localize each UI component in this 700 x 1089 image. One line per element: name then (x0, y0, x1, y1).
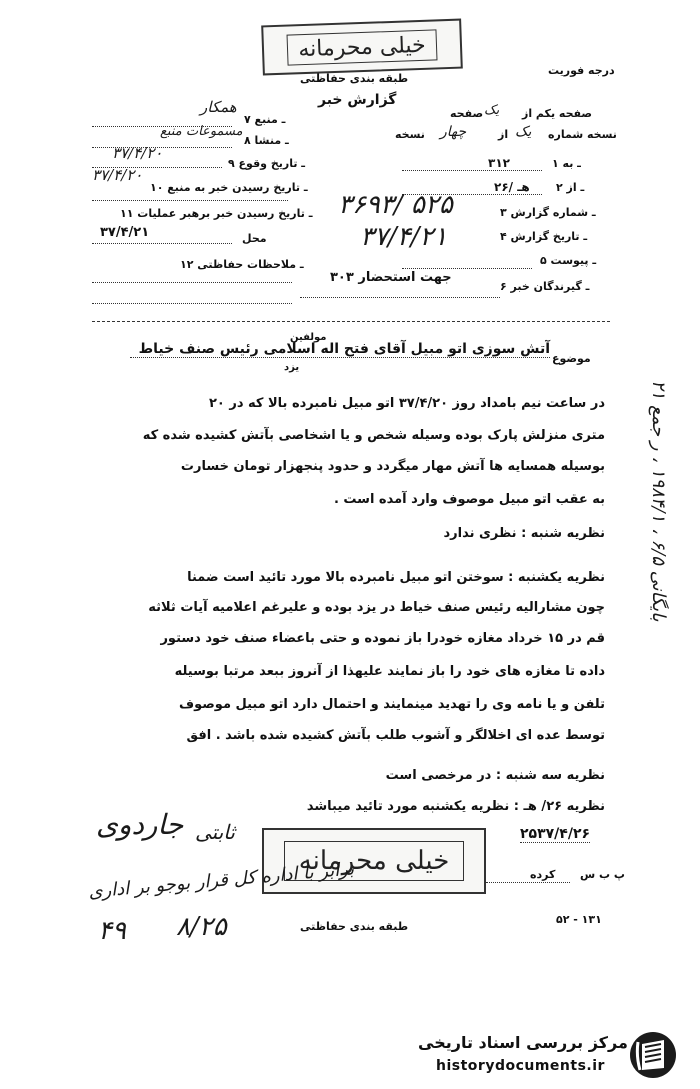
subject-addition-top: مولفین (290, 332, 327, 343)
signature-2: جاردوی (96, 808, 184, 841)
form-number: ۵۲ - ۱۳۱ (556, 913, 602, 926)
field-5-line (402, 268, 532, 269)
body-line-1: در ساعت نیم بامداد روز ۳۷/۴/۲۰ اتو مبیل نامبرده بالا که در ۲۰ (208, 396, 605, 411)
classification-label-top: طبقه بندی حفاظتی (300, 72, 409, 85)
urgency-label: درجه فوریت (548, 64, 615, 77)
subject-label: موضوع (552, 352, 591, 365)
field-8-value: مسموعات منبع (160, 124, 243, 139)
field-2-value: ۲۶/ هـ (494, 180, 530, 194)
subject-addition-bottom: یزد (284, 362, 300, 373)
watermark-website: historydocuments.ir (436, 1058, 605, 1074)
bottom-stamp-text: خیلی محرمانه (284, 841, 465, 881)
subject-text: آتش سوزی اتو مبیل آقای فتح اله اسلامی رئیس صنف خیاط (130, 341, 550, 358)
top-stamp-text: خیلی محرمانه (287, 29, 437, 65)
archive-logo-icon (628, 1030, 678, 1080)
copy-total: چهار (440, 124, 467, 140)
copy-of: از (498, 128, 509, 141)
field-8-label: ۸ ـ منشا (244, 134, 289, 147)
copy-label: نسخه شماره (548, 128, 617, 141)
field-11-label: ۱۱ ـ تاریخ رسیدن خبر برهبر عملیات (120, 207, 313, 220)
sunday-opinion-4: داده تا مغازه های خود را باز نمایند علیهذا از آنروز ببعد مرتبا بوسیله (174, 664, 605, 679)
page-label: صفحه یکم از (522, 107, 593, 120)
copy-suffix: نسخه (395, 128, 425, 141)
file-number-b: ۸/۲۵ (176, 912, 227, 942)
h26-opinion: نظریه ۲۶/ هـ : نظریه یکشنبه مورد تائید میباشد (306, 799, 605, 814)
field-2-label: ۲ ـ از (556, 181, 585, 194)
margin-handwritten-note: بایگانی ۶/۵ ، ۱۹۸۴/۱ ، ر جمع ۲۱ (648, 380, 669, 622)
sunday-opinion-6: توسط عده ای اخلالگر و آشوب طلب بآتش کشیده شده باشد . افق (186, 728, 605, 743)
field-12-line-1 (92, 282, 292, 283)
field-4-value: ۳۷/۴/۲۱ (360, 222, 448, 252)
sunday-opinion-5: تلفن و یا نامه وی را تهدید مینمایند و احتمال دارد اتو مبیل موصوف (178, 697, 605, 712)
field-5-label: ۵ ـ پیوست (540, 254, 597, 267)
field-10-line (92, 200, 288, 201)
file-number-a: ۴۹ (98, 916, 126, 946)
field-10-value: ۳۷/۴/۲۰ (92, 166, 143, 184)
report-title: گزارش خبر (318, 92, 397, 108)
field-4-label: ۴ ـ تاریخ گزارش (500, 230, 588, 243)
page-value: یک (484, 103, 500, 118)
tuesday-opinion: نظریه سه شنبه : در مرخصی است (385, 768, 605, 783)
header-separator (92, 321, 610, 322)
pbs-label: پ ب س (580, 868, 625, 881)
sunday-opinion-2: چون مشارالیه رئیس صنف خیاط در یزد بوده و علیرغم اعلامیه آیات ثلاثه (148, 600, 605, 615)
field-9-label: ۹ ـ تاریخ وقوع (228, 157, 306, 170)
field-9-value: ۳۷/۴/۲۰ (112, 144, 163, 162)
watermark-center-name: مرکز بررسی اسناد تاریخی (418, 1033, 628, 1052)
body-line-2: متری منزلش پارک بوده وسیله شخص و یا اشخاصی بآتش کشیده شده که (142, 428, 605, 443)
sender-label: کرده (530, 868, 556, 881)
field-1-line (402, 170, 542, 171)
place-label: محل (242, 232, 267, 245)
field-11-line (92, 243, 232, 244)
field-6-line (300, 297, 500, 298)
signature-1: ثابتی (195, 820, 235, 844)
field-12-line-2 (92, 303, 292, 304)
field-7-label: ۷ ـ منبع (244, 113, 286, 126)
body-line-4: به عقب اتو مبیل موصوف وارد آمده است . (333, 492, 605, 507)
field-1-label: ۱ ـ به (552, 157, 581, 170)
classification-label-bottom: طبقه بندی حفاظتی (300, 920, 409, 933)
body-line-3: بوسیله همسایه ها آتش مهار میگردد و حدود پنجهزار تومان خسارت (180, 459, 605, 474)
copy-value: یک (515, 124, 532, 140)
sunday-opinion-1: نظریه یکشنبه : سوختن اتو مبیل نامبرده بالا مورد تائید است ضمنا (187, 570, 605, 585)
field-12-label: ۱۲ ـ ملاحظات حفاظتی (180, 258, 304, 271)
pbs-line (486, 882, 570, 883)
top-confidential-stamp (261, 19, 463, 76)
footer-handnote: برابر با اداره کل قرار بوجو بر اداری (87, 858, 355, 903)
page-suffix: صفحه (450, 107, 484, 120)
sunday-opinion-3: قم در ۱۵ خرداد مغازه خودرا باز نموده و حتی باعضاء صنف خود دستور (160, 631, 605, 646)
field-10-label: ۱۰ ـ تاریخ رسیدن خبر به منبع (150, 181, 308, 194)
field-11-value: ۳۷/۴/۲۱ (100, 225, 150, 240)
field-6-value: ۳۰۳ جهت استحضار (330, 270, 452, 285)
field-1-value: ۳۱۲ (488, 156, 510, 170)
field-7-value: همکار (200, 98, 237, 116)
saturday-opinion: نظریه شنبه : نظری ندارد (443, 526, 605, 541)
field-6-label: ۶ ـ گیرندگان خبر (500, 280, 590, 293)
field-3-label: ۳ ـ شماره گزارش (500, 206, 596, 219)
footer-date: ۲۵۳۷/۴/۲۶ (520, 826, 591, 842)
field-3-value: ۳۶۹۳/ ۵۲۵ (338, 190, 453, 220)
